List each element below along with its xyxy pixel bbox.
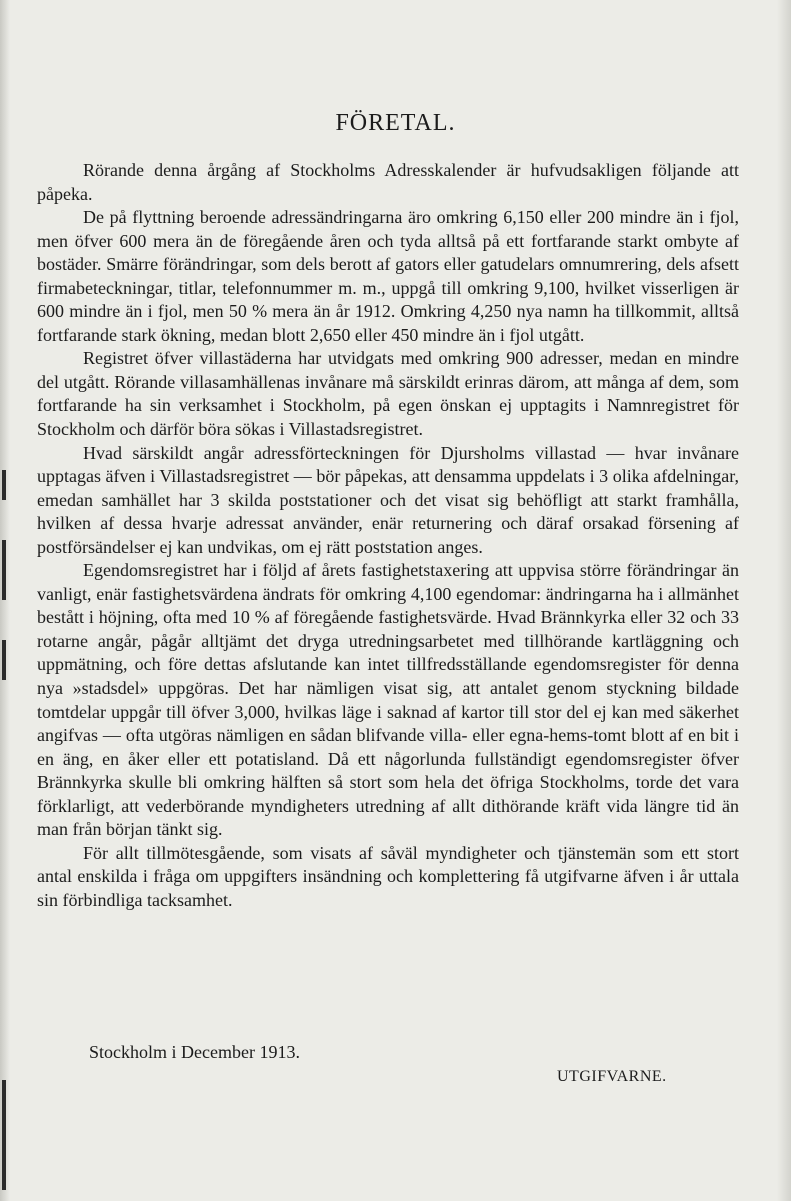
paragraph: Rörande denna årgång af Stockholms Adresskalender är hufvudsakligen följande att påpeka. [37, 160, 739, 204]
page-title: FÖRETAL. [335, 110, 456, 136]
paragraph: Hvad särskildt angår adressförteckningen för Djursholms villastad — hvar invånare upptagas äfven i Villastadsregistret — bör påpekas, att densamma uppdelats i 3 olika afdelningar, emedan samhället har 3 skilda poststationer och det visat sig behöfligt att starkt framhålla, hvilken af dessa hvarje adressat använder, enär returnering och däraf orsakad försening af postförsändelser ej kan undvikas, om ej rätt poststation anges. [37, 442, 739, 557]
paragraph: Registret öfver villastäderna har utvidgats med omkring 900 adresser, medan en mindre del utgått. Rörande villasamhällenas invånare må särskildt erinras därom, att många af dem, som fortfarande ha sin verksamhet i Stockholm, på egen önskan ej upptagits i Namnregistret för Stockholm och därför böra sökas i Villastadsregistret. [37, 348, 739, 440]
scan-edge-right [777, 0, 791, 1201]
binding-mark [2, 470, 6, 500]
preface-body [37, 159, 739, 913]
scan-edge-left [0, 0, 10, 1201]
binding-mark [2, 640, 6, 680]
dateline: Stockholm i December 1913. [89, 1042, 300, 1062]
paragraph: De på flyttning beroende adressändringarna äro omkring 6,150 eller 200 mindre än i fjol, men öfver 600 mera än de föregående åren och tyda alltså på ett fortfarande starkt ombyte af bostäder. Smärre förändringar, som dels berott af gators eller gatudelars omnumrering, dels afsett firmabeteckningar, titlar, telefonnummer m. m., uppgå till omkring 9,100, hvilket visserligen är 600 mindre än i fjol, men 50 % mera än år 1912. Omkring 4,250 nya namn ha tillkommit, alltså fortfarande stark ökning, medan blott 2,650 eller 450 mindre än i fjol utgått. [37, 207, 739, 345]
signature: UTGIFVARNE. [557, 1068, 667, 1085]
binding-mark [2, 540, 6, 600]
binding-mark [2, 1080, 6, 1190]
paragraph: Egendomsregistret har i följd af årets fastighetstaxering att uppvisa större förändringar än vanligt, enär fastighetsvärdena ändrats för omkring 4,100 egendomar: ändringarna ha i allmänhet bestått i höjning, ofta med 10 % af föregående fastighetsvärde. Hvad Brännkyrka eller 32 och 33 rotarne angår, pågår alltjämt det dryga utredningsarbetet med tillhörande kartläggning och uppmätning, och före dettas afslutande kan intet tillfredsställande egendomsregister för denna nya »stadsdel» uppgöras. Det har nämligen visat sig, att antalet genom styckning bildade tomtdelar uppgår till öfver 3,000, hvilkas läge i saknad af kartor till stor del ej kan med säkerhet angifvas — ofta utgöras nämligen en sådan blifvande villa- eller egna-hems-tomt blott af en bit i en äng, en åker eller ett potatisland. Då ett någorlunda fullständigt egendomsregister öfver Brännkyrka skulle bli omkring hälften så stort som hela det öfriga Stockholms, torde det vara förklarligt, att vederbörande myndigheters utredning af allt dithörande kräft vida längre tid än man från början tänkt sig. [37, 560, 739, 840]
paragraph: För allt tillmötesgående, som visats af såväl myndigheter och tjänstemän som ett stort antal enskilda i fråga om uppgifters insändning och komplettering få utgifvarne äfven i år uttala sin förbindliga tacksamhet. [37, 842, 739, 910]
